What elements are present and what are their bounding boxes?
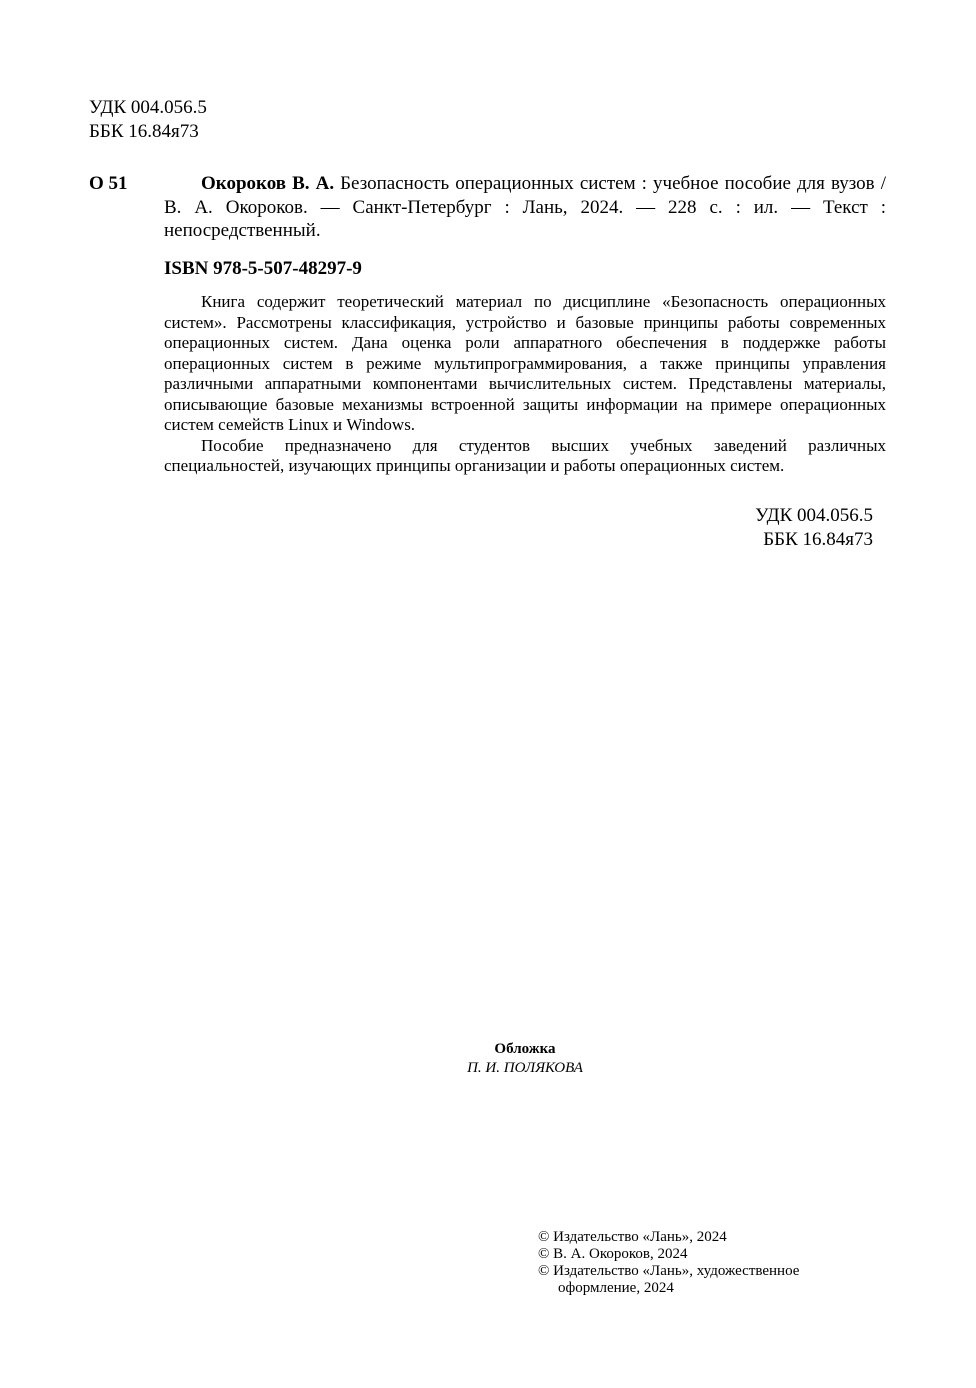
bbk-code-right: ББК 16.84я73 [763,529,873,550]
copyright-line: © В. А. Окороков, 2024 [538,1246,688,1262]
credit-role: Обложка [494,1041,556,1057]
isbn: ISBN 978-5-507-48297-9 [164,258,362,279]
copyright-line: © Издательство «Лань», художественное [538,1263,800,1279]
catalog-number: О 51 [89,173,128,194]
bibliographic-entry [164,172,886,243]
bbk-code: ББК 16.84я73 [89,121,199,142]
copyright-block [538,1229,799,1297]
udk-code: УДК 004.056.5 [89,97,207,118]
abstract-paragraph-1: Книга содержит теоретический материал по дисциплине «Безопасность операционных систем». Рассмотрены классификация, устройство и базовые принципы работы современных операционных систем. Дана оценка роли аппаратного обеспечения в поддержке работы операционных систем в режиме мультипрограммирования, а также принципы управления различными аппаратными компонентами вычислительных систем. Представлены материалы, описывающие базовые механизмы встроенной защиты информации на примере операционных систем семейств Linux и Windows. [164,292,886,434]
copyright-line-continued: оформление, 2024 [558,1280,674,1296]
abstract [164,292,886,477]
header-codes [89,96,207,144]
abstract-paragraph-2: Пособие предназначено для студентов высших учебных заведений различных специальностей, изучающих принципы организации и работы операционных систем. [164,435,886,475]
entry-description: Безопасность операционных систем : учебное пособие для вузов / В. А. Окороков. — Санкт-Петербург : Лань, 2024. — 228 с. : ил. — Текст : непосредственный. [164,173,887,241]
copyright-line: © Издательство «Лань», 2024 [538,1229,727,1245]
entry-author: Окороков В. А. [201,173,335,194]
credit-name: П. И. ПОЛЯКОВА [467,1060,583,1076]
footer-codes [700,504,873,552]
cover-credits [440,1040,610,1078]
udk-code-right: УДК 004.056.5 [755,505,873,526]
